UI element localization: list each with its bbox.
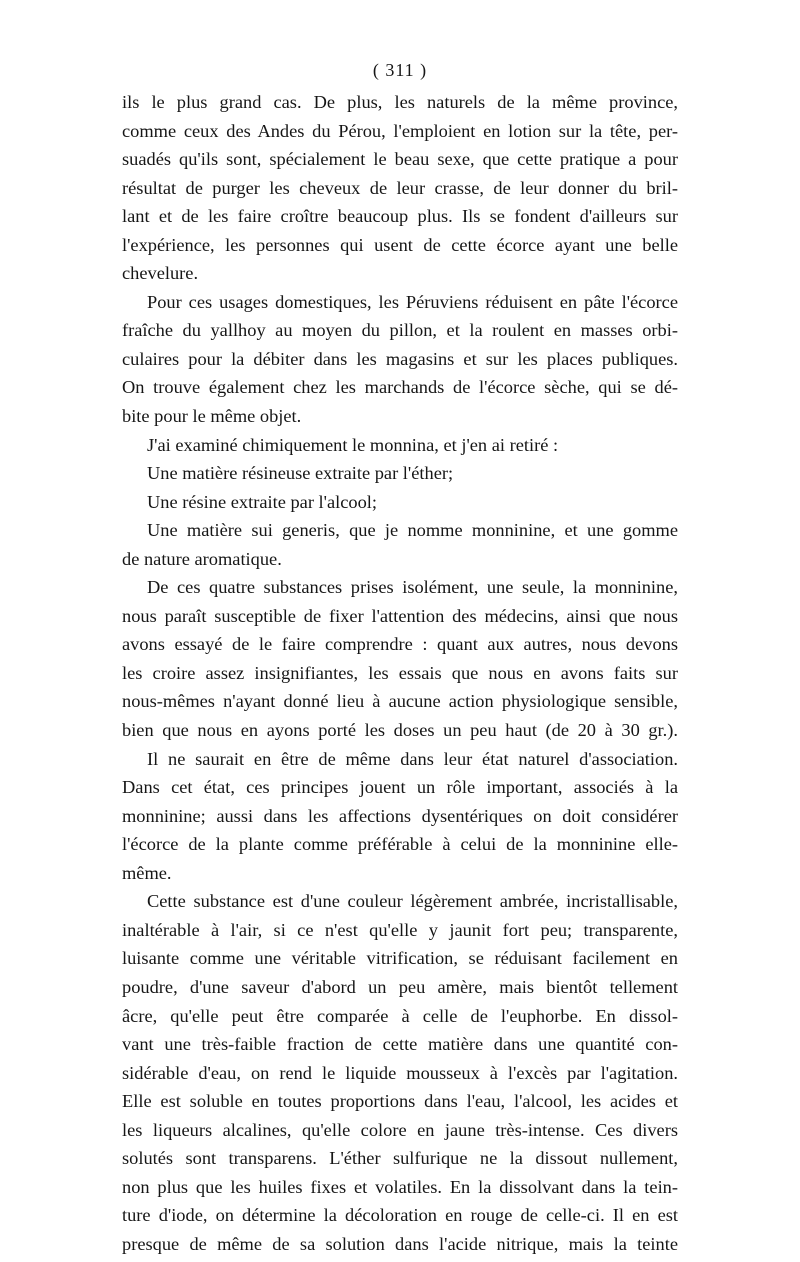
text-line: Une matière résineuse extraite par l'éther; (147, 463, 454, 484)
body-text (122, 88, 678, 1258)
text-line: nous paraît susceptible de fixer l'attention des médecins, ainsi que nous (122, 605, 678, 626)
text-line: poudre, d'une saveur d'abord un peu amère, mais bientôt tellement (122, 976, 678, 997)
text-line: lant et de les faire croître beaucoup plus. Ils se fondent d'ailleurs sur (122, 206, 678, 227)
text-line: bite pour le même objet. (122, 406, 302, 427)
text-line: culaires pour la débiter dans les magasins et sur les places publiques. (122, 348, 678, 369)
text-line: Une résine extraite par l'alcool; (147, 491, 378, 512)
text-line: les croire assez insignifiantes, les essais que nous en avons faits sur (122, 662, 678, 683)
text-line: suadés qu'ils sont, spécialement le beau sexe, que cette pratique a pour (122, 149, 678, 170)
text-line: nous-mêmes n'ayant donné lieu à aucune action physiologique sensible, (122, 691, 678, 712)
text-line: même. (122, 862, 172, 883)
text-line: Dans cet état, ces principes jouent un rôle important, associés à la (122, 777, 678, 798)
text-line: fraîche du yallhoy au moyen du pillon, et la roulent en masses orbi- (122, 320, 678, 341)
text-line: J'ai examiné chimiquement le monnina, et j'en ai retiré : (147, 434, 559, 455)
text-line: On trouve également chez les marchands de l'écorce sèche, qui se dé- (122, 377, 678, 398)
text-line: les liqueurs alcalines, qu'elle colore en jaune très-intense. Ces divers (122, 1119, 678, 1140)
text-line: presque de même de sa solution dans l'acide nitrique, mais la teinte (122, 1233, 678, 1254)
text-line: De ces quatre substances prises isolément, une seule, la monninine, (147, 577, 678, 598)
text-line: Elle est soluble en toutes proportions dans l'eau, l'alcool, les acides et (122, 1091, 678, 1112)
text-line: inaltérable à l'air, si ce n'est qu'elle y jaunit fort peu; transparente, (122, 919, 678, 940)
text-line: ils le plus grand cas. De plus, les naturels de la même province, (122, 92, 678, 112)
text-line: Une matière sui generis, que je nomme monninine, et une gomme (147, 520, 678, 541)
text-line: Cette substance est d'une couleur légèrement ambrée, incristallisable, (147, 891, 678, 912)
text-line: chevelure. (122, 263, 199, 284)
text-line: l'écorce de la plante comme préférable à celui de la monninine elle- (122, 834, 678, 855)
text-line: solutés sont transparens. L'éther sulfurique ne la dissout nullement, (122, 1148, 678, 1169)
text-line: Il ne saurait en être de même dans leur état naturel d'association. (147, 748, 678, 769)
text-line: sidérable d'eau, on rend le liquide mousseux à l'excès par l'agitation. (122, 1062, 678, 1083)
text-line: résultat de purger les cheveux de leur crasse, de leur donner du bril- (122, 177, 678, 198)
text-line: l'expérience, les personnes qui usent de cette écorce ayant une belle (122, 234, 678, 255)
text-line: monninine; aussi dans les affections dysentériques on doit considérer (122, 805, 678, 826)
text-line: luisante comme une véritable vitrification, se réduisant facilement en (122, 948, 678, 969)
text-line: avons essayé de le faire comprendre : quant aux autres, nous devons (122, 634, 678, 655)
text-line: vant une très-faible fraction de cette matière dans une quantité con- (122, 1034, 678, 1055)
text-line: bien que nous en ayons porté les doses un peu haut (de 20 à 30 gr.). (122, 720, 678, 741)
text-line: de nature aromatique. (122, 548, 282, 569)
text-line: ture d'iode, on détermine la décoloration en rouge de celle-ci. Il en est (122, 1205, 678, 1226)
text-line: comme ceux des Andes du Pérou, l'emploient en lotion sur la tête, per- (122, 120, 678, 141)
text-line: Pour ces usages domestiques, les Péruviens réduisent en pâte l'écorce (147, 291, 678, 312)
text-line: non plus que les huiles fixes et volatiles. En la dissolvant dans la tein- (122, 1176, 678, 1197)
page-number: ( 311 ) (372, 60, 428, 80)
text-line: âcre, qu'elle peut être comparée à celle de l'euphorbe. En dissol- (122, 1005, 678, 1026)
